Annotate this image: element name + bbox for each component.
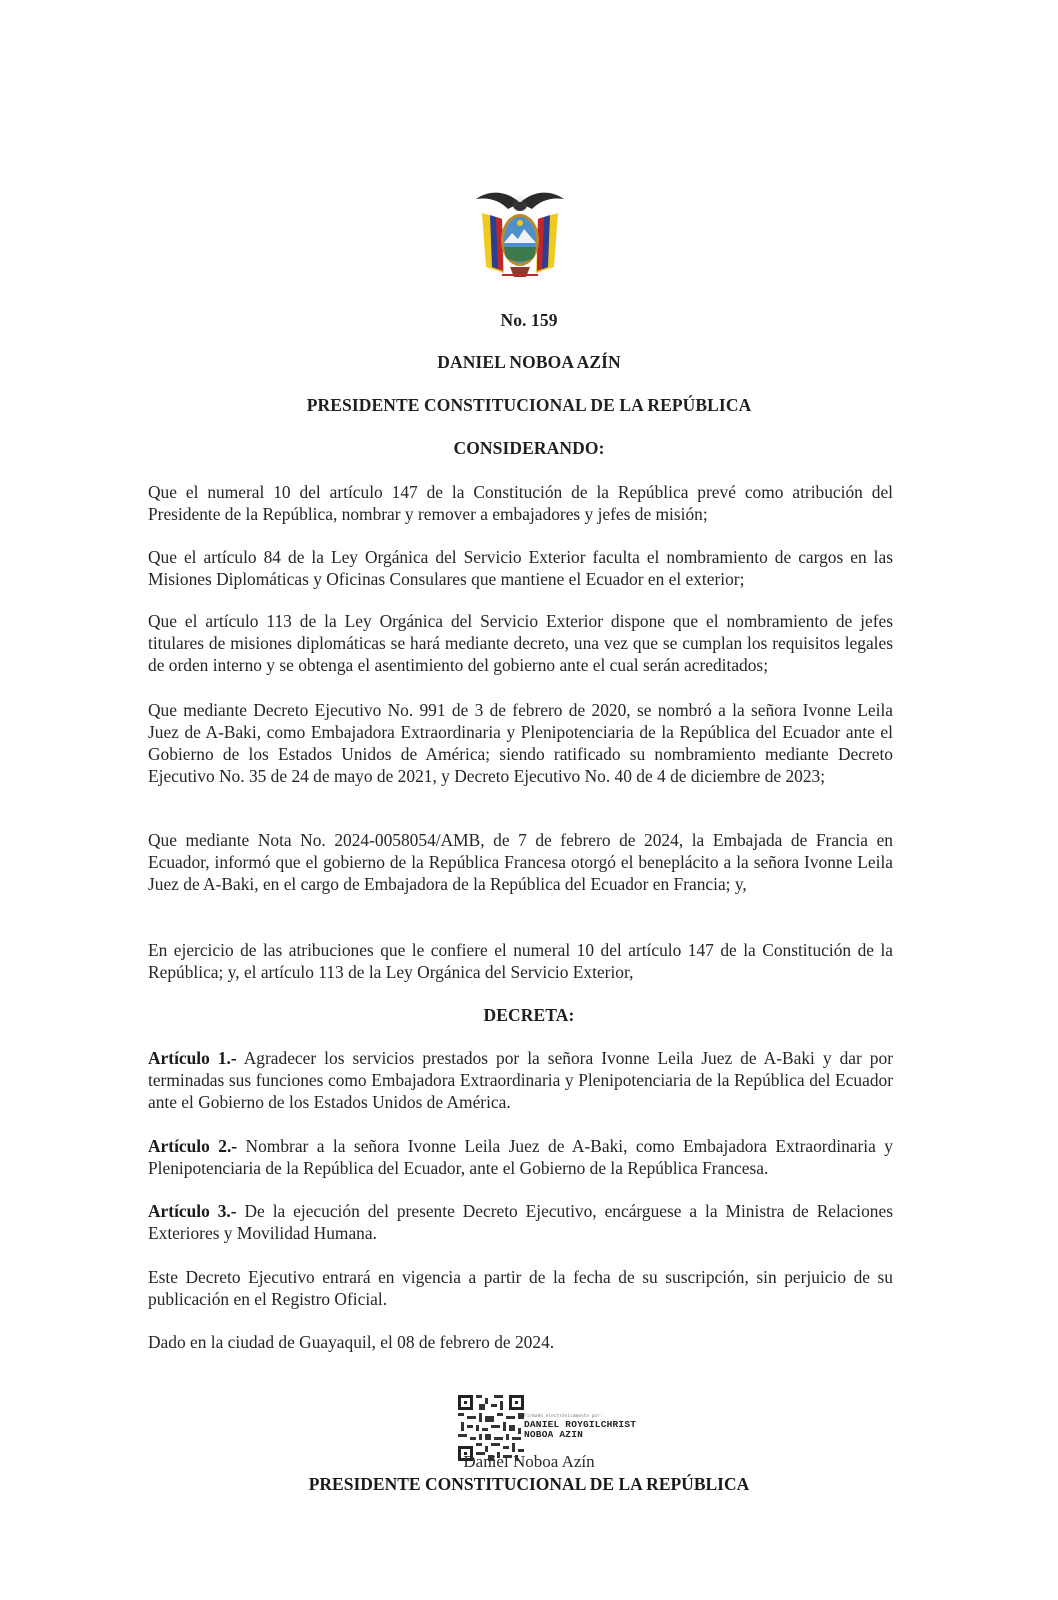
- considerando-paragraph: Que mediante Decreto Ejecutivo No. 991 de 3 de febrero de 2020, se nombró a la señora Ivonne Leila Juez de A-Baki, como Embajadora Extraordinaria y Plenipotenciaria de la República del Ecuador ante el Gobierno de los Estados Unidos de América; siendo ratificado su nombramiento mediante Decreto Ejecutivo No. 35 de 24 de mayo de 2021, y Decreto Ejecutivo No. 40 de 4 de diciembre de 2023;: [148, 700, 893, 786]
- president-title: PRESIDENTE CONSTITUCIONAL DE LA REPÚBLICA: [306, 395, 752, 415]
- signer-name: Daniel Noboa Azín: [463, 1452, 595, 1471]
- article-3: [148, 1200, 893, 1244]
- signer-title: PRESIDENTE CONSTITUCIONAL DE LA REPÚBLICA: [308, 1474, 750, 1494]
- considerando-paragraph: Que mediante Nota No. 2024-0058054/AMB, de 7 de febrero de 2024, la Embajada de Francia en Ecuador, informó que el gobierno de la República Francesa otorgó el beneplácito a la señora Ivonne Leila Juez de A-Baki, en el cargo de Embajadora de la República del Ecuador en Francia; y,: [148, 830, 893, 894]
- considerando-paragraph: En ejercicio de las atribuciones que le confiere el numeral 10 del artículo 147 de la Constitución de la República; y, el artículo 113 de la Ley Orgánica del Servicio Exterior,: [148, 940, 893, 982]
- article-text: Agradecer los servicios prestados por la señora Ivonne Leila Juez de A-Baki y dar por terminadas sus funciones como Embajadora Extraordinaria y Plenipotenciaria de la República del Ecuador ante el Gobierno de los Estados Unidos de América.: [148, 1048, 893, 1112]
- vigencia-paragraph: Este Decreto Ejecutivo entrará en vigencia a partir de la fecha de su suscripción, sin perjuicio de su publicación en el Registro Oficial.: [148, 1267, 893, 1309]
- considerando-paragraph: Que el numeral 10 del artículo 147 de la Constitución de la República prevé como atribución del Presidente de la República, nombrar y remover a embajadores y jefes de misión;: [148, 482, 893, 524]
- coat-of-arms-icon: [472, 185, 568, 285]
- considerando-paragraph: Que el artículo 84 de la Ley Orgánica del Servicio Exterior faculta el nombramiento de cargos en las Misiones Diplomáticas y Oficinas Consulares que mantiene el Ecuador en el exterior;: [148, 547, 893, 589]
- article-2: [148, 1135, 893, 1179]
- signature-name-line-2: NOBOA AZIN: [524, 1429, 584, 1440]
- considerando-heading: CONSIDERANDO:: [453, 438, 605, 458]
- signature-caption: Firmado electrónicamente por:: [524, 1414, 603, 1419]
- article-text: De la ejecución del presente Decreto Ejecutivo, encárguese a la Ministra de Relaciones Exteriores y Movilidad Humana.: [148, 1201, 893, 1243]
- decreta-heading: DECRETA:: [483, 1005, 575, 1025]
- considerando-paragraph: Que el artículo 113 de la Ley Orgánica del Servicio Exterior dispone que el nombramiento de jefes titulares de misiones diplomáticas se hará mediante decreto, una vez que se cumplan los requisitos legales de orden interno y se obtenga el asentimiento del gobierno ante el cual serán acreditados;: [148, 611, 893, 675]
- decree-number: No. 159: [500, 310, 558, 330]
- article-1: [148, 1047, 893, 1113]
- signature-name-line-1: DANIEL ROYGILCHRIST: [524, 1419, 637, 1430]
- article-text: Nombrar a la señora Ivonne Leila Juez de A-Baki, como Embajadora Extraordinaria y Plenipotenciaria de la República del Ecuador, ante el Gobierno de la República Francesa.: [148, 1136, 893, 1178]
- article-label: Artículo 3.-: [148, 1201, 237, 1221]
- president-name: DANIEL NOBOA AZÍN: [437, 352, 621, 372]
- dado-paragraph: Dado en la ciudad de Guayaquil, el 08 de febrero de 2024.: [148, 1332, 555, 1352]
- article-label: Artículo 1.-: [148, 1048, 237, 1068]
- article-label: Artículo 2.-: [148, 1136, 238, 1156]
